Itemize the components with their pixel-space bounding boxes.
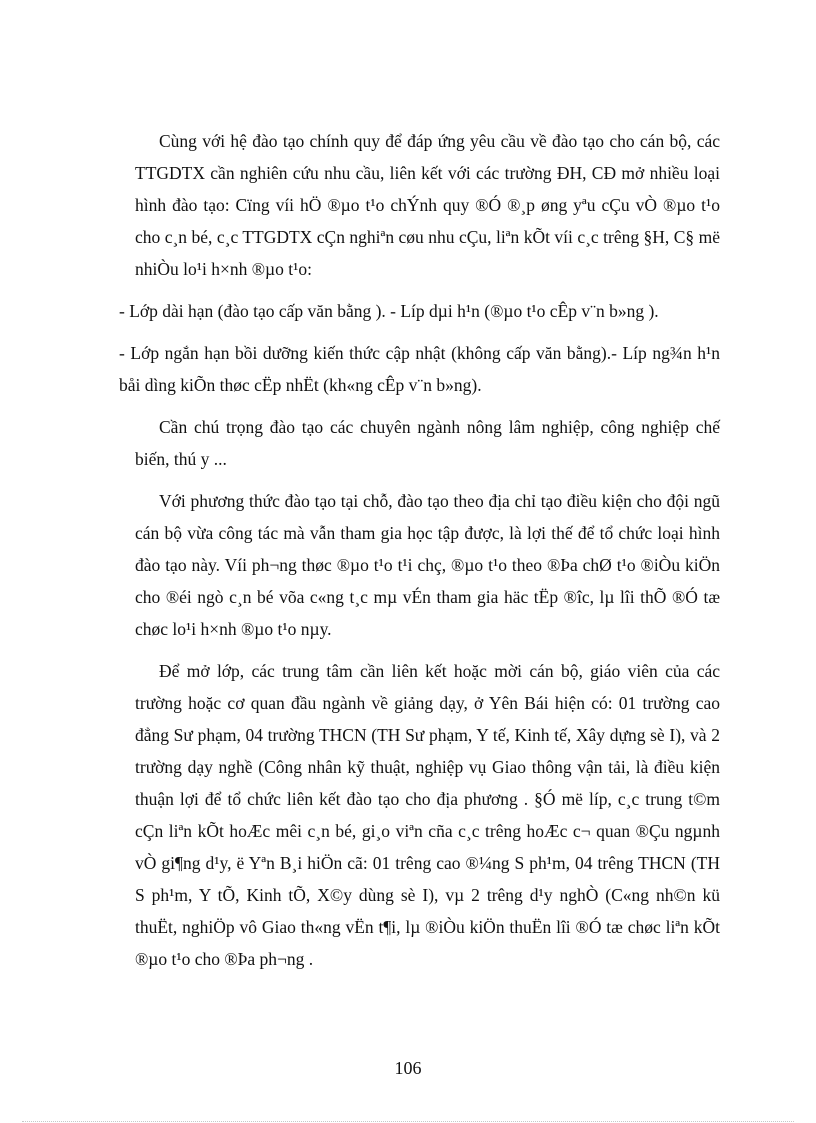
paragraph-focus-fields: Cần chú trọng đào tạo các chuyên ngành nông lâm nghiệp, công nghiệp chế biến, thú y ... — [135, 417, 720, 469]
paragraph-training-forms: Cùng với hệ đào tạo chính quy để đáp ứng yêu cầu về đào tạo cho cán bộ, các TTGDTX cần nghiên cứu nhu cầu, liên kết với các trường ĐH, CĐ mở nhiều loại hình đào tạo: Cïng víi hÖ ®µo t¹o chÝnh quy ®Ó ®¸p øng yªu cÇu vÒ ®µo t¹o cho c¸n bé, c¸c TTGDTX cÇn nghiªn cøu nhu cÇu, liªn kÕt víi c¸c trêng §H, C§ më nhiÒu lo¹i h×nh ®µo t¹o: — [135, 131, 720, 279]
page-body — [119, 125, 720, 985]
page-number: 106 — [394, 1058, 422, 1078]
paragraph-partner-schools: Để mở lớp, các trung tâm cần liên kết hoặc mời cán bộ, giáo viên của các trường hoặc cơ quan đầu ngành về giảng dạy, ở Yên Bái hiện có: 01 trường cao đẳng Sư phạm, 04 trường THCN (TH Sư phạm, Y tế, Kinh tế, Xây dựng sè I), và 2 trường dạy nghề (Công nhân kỹ thuật, nghiệp vụ Giao thông vận tải, là điều kiện thuận lợi để tổ chức liên kết đào tạo cho địa phương . §Ó më líp, c¸c trung t©m cÇn liªn kÕt hoÆc mêi c¸n bé, gi¸o viªn cña c¸c trêng hoÆc c¬ quan ®Çu ngµnh vÒ gi¶ng d¹y, ë Yªn B¸i hiÖn cã: 01 trêng cao ®¼ng S ph¹m, 04 trêng THCN (TH S ph¹m, Y tÕ, Kinh tÕ, X©y dùng sè I), vµ 2 trêng d¹y nghÒ (C«ng nh©n kü thuËt, nghiÖp vô Giao th«ng vËn t¶i, lµ ®iÒu kiÖn thuËn lîi ®Ó tæ chøc liªn kÕt ®µo t¹o cho ®Þa ph¬ng . — [135, 661, 720, 969]
bullet-long-term-class: - Lớp dài hạn (đào tạo cấp văn bằng ). - Líp dµi h¹n (®µo t¹o cÊp v¨n b»ng ). — [119, 301, 659, 321]
bottom-divider — [22, 1121, 794, 1122]
bullet-short-term-class: - Lớp ngắn hạn bồi dưỡng kiến thức cập nhật (không cấp văn bằng).- Líp ng¾n h¹n båi dìng kiÕn thøc cËp nhËt (kh«ng cÊp v¨n b»ng). — [119, 343, 720, 395]
paragraph-onsite-training: Với phương thức đào tạo tại chỗ, đào tạo theo địa chỉ tạo điều kiện cho đội ngũ cán bộ vừa công tác mà vẫn tham gia học tập được, là lợi thế để tổ chức loại hình đào tạo này. Víi ph¬ng thøc ®µo t¹o t¹i chç, ®µo t¹o theo ®Þa chØ t¹o ®iÒu kiÖn cho ®éi ngò c¸n bé võa c«ng t¸c mµ vÉn tham gia häc tËp ®îc, lµ lîi thÕ ®Ó tæ chøc lo¹i h×nh ®µo t¹o nµy. — [135, 491, 720, 639]
